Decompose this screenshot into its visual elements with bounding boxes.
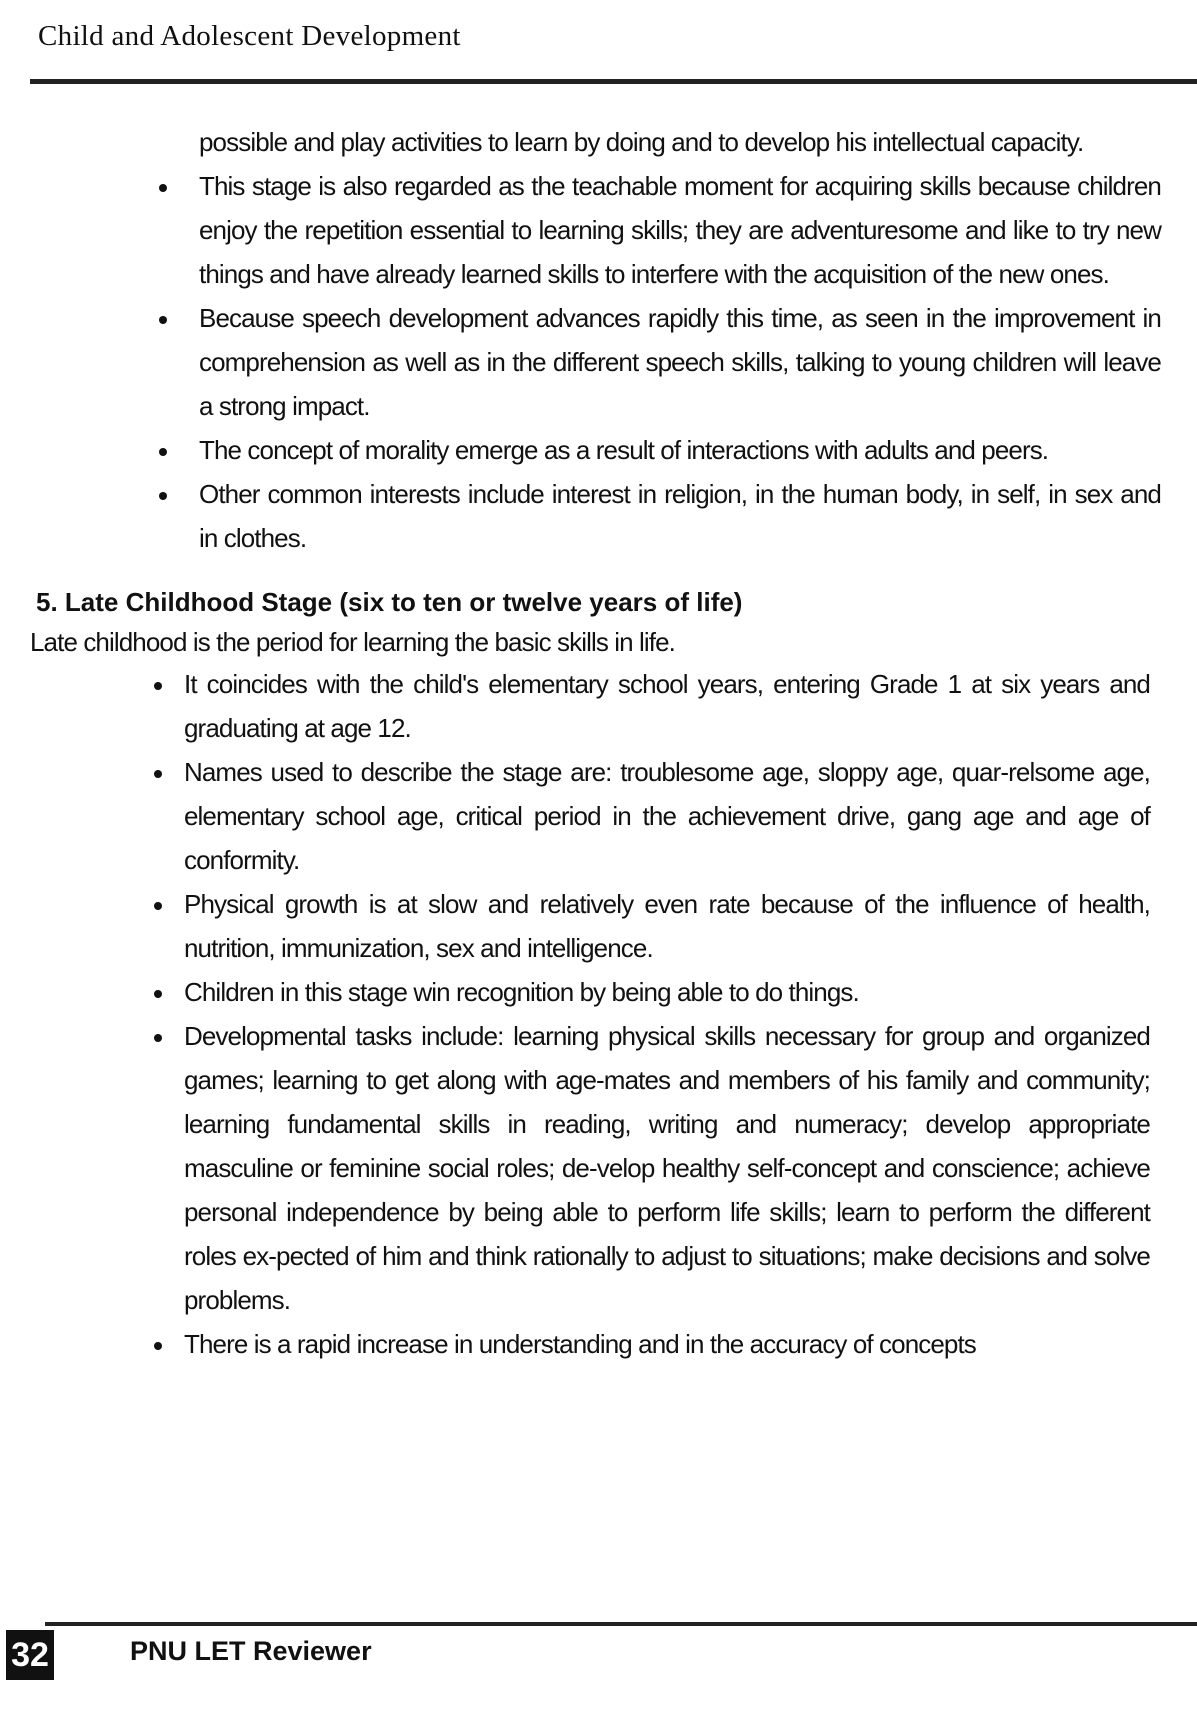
running-header-title: Child and Adolescent Development xyxy=(38,20,461,52)
bullet-item: Names used to describe the stage are: troublesome age, sloppy age, quar-relsome age, elementary school age, critical period in the achievement drive, gang age and age of conformity. xyxy=(184,750,1150,882)
bullet-item: Physical growth is at slow and relatively even rate because of the influence of health, nutrition, immunization, sex and intelligence. xyxy=(184,882,1150,970)
bullet-item: Developmental tasks include: learning physical skills necessary for group and organized games; learning to get along with age-mates and members of his family and community; learning fundamental skills in reading, writing and numeracy; develop appropriate masculine or feminine social roles; de-velop healthy self-concept and conscience; achieve personal independence by being able to perform life skills; learn to perform the different roles ex-pected of him and think rationally to adjust to situations; make decisions and solve problems. xyxy=(184,1014,1150,1322)
bullet-list-top xyxy=(0,164,1197,560)
bullet-item: The concept of morality emerge as a result of interactions with adults and peers. xyxy=(199,428,1161,472)
footer-title: PNU LET Reviewer xyxy=(130,1636,372,1666)
bullet-item: Children in this stage win recognition by being able to do things. xyxy=(184,970,1150,1014)
bullet-item: Other common interests include interest in religion, in the human body, in self, in sex and in clothes. xyxy=(199,472,1161,560)
section-heading: 5. Late Childhood Stage (six to ten or twelve years of life) xyxy=(36,587,743,617)
section-intro: Late childhood is the period for learning the basic skills in life. xyxy=(30,627,675,657)
continuation-paragraph: possible and play activities to learn by doing and to develop his intellectual capacity. xyxy=(199,127,1084,157)
bullet-item: Because speech development advances rapidly this time, as seen in the improvement in comprehension as well as in the different speech skills, talking to young children will leave a strong impact. xyxy=(199,296,1161,428)
footer-rule xyxy=(45,1622,1197,1626)
page-number: 32 xyxy=(6,1630,54,1680)
bullet-list-late-childhood xyxy=(0,662,1197,1366)
page-body xyxy=(0,120,1197,1366)
bullet-item: There is a rapid increase in understanding and in the accuracy of concepts xyxy=(184,1322,1150,1366)
bullet-item: This stage is also regarded as the teachable moment for acquiring skills because children enjoy the repetition essential to learning skills; they are adventuresome and like to try new things and have already learned skills to interfere with the acquisition of the new ones. xyxy=(199,164,1161,296)
header-rule xyxy=(30,79,1197,84)
bullet-item: It coincides with the child's elementary school years, entering Grade 1 at six years and graduating at age 12. xyxy=(184,662,1150,750)
